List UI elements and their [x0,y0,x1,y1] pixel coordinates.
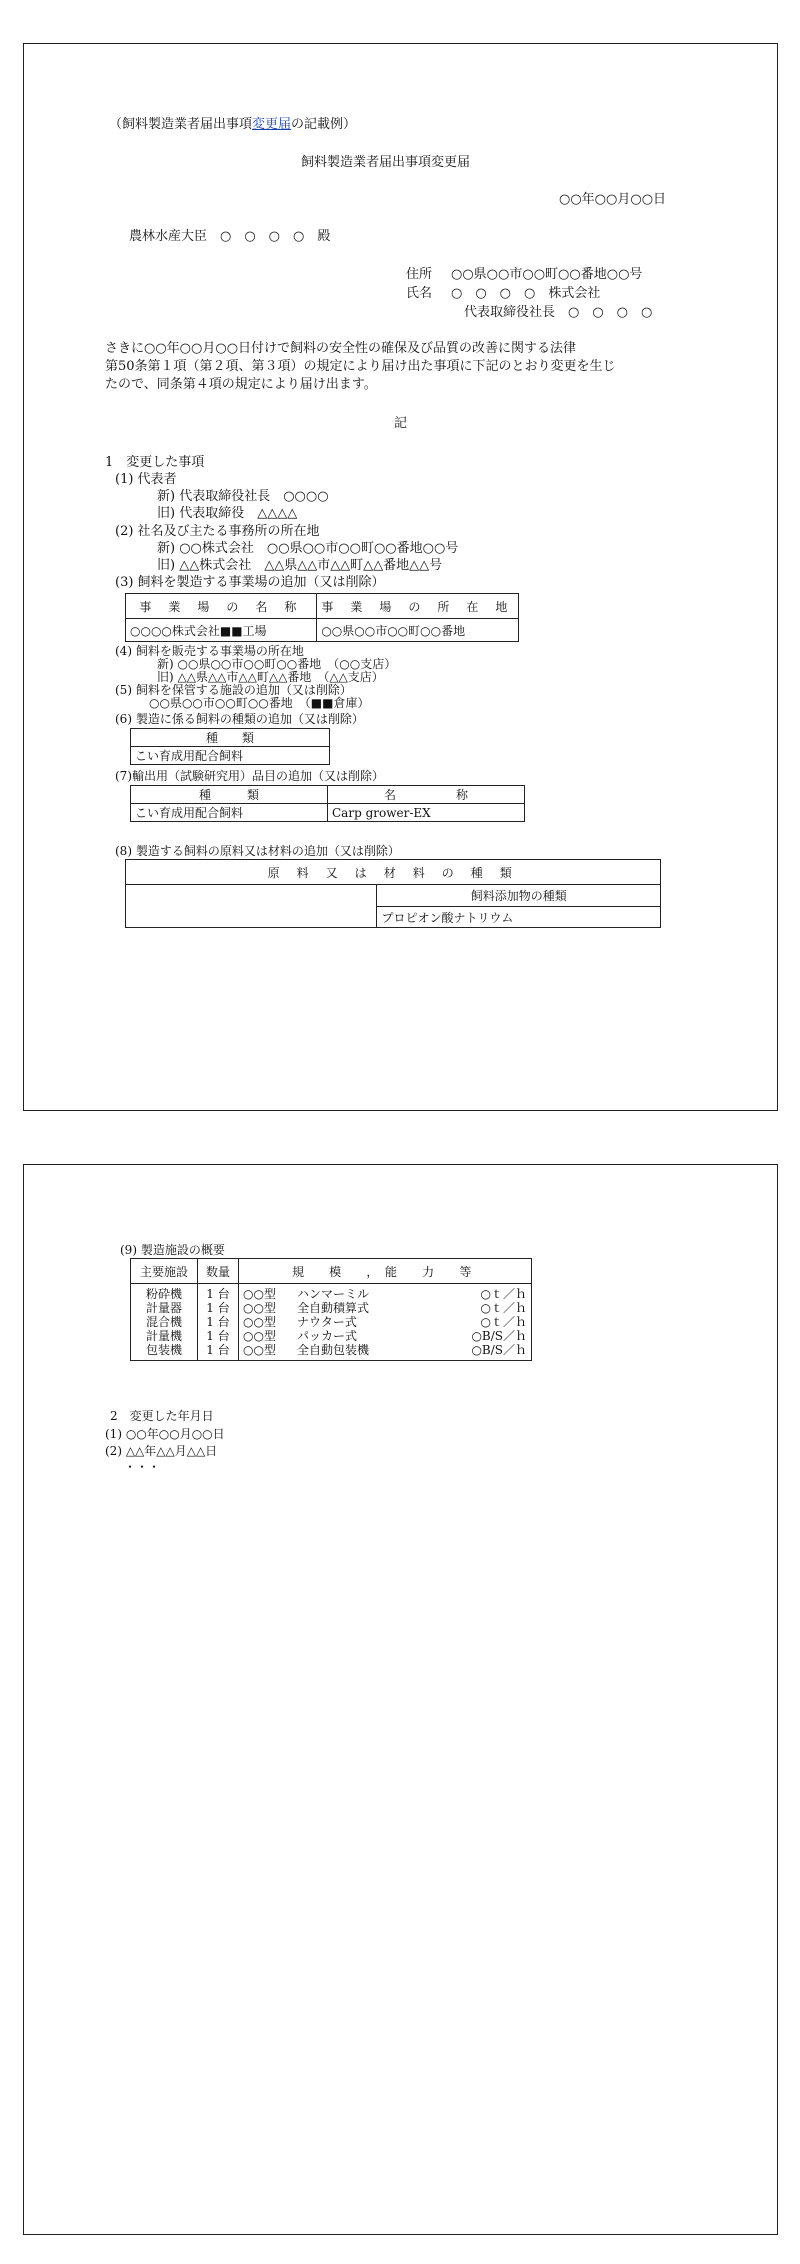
item-9-title: (9) 製造施設の概要 [120,1243,225,1257]
ellipsis: ・・・ [124,1460,161,1474]
table-header-cell: 数量 [198,1259,239,1284]
item-3-table [125,593,519,642]
table-row [131,804,525,822]
document-title: 飼料製造業者届出事項変更届 [301,155,471,170]
table-header-cell: 事 業 場 の 名 称 [126,594,317,619]
item-7-table [130,785,525,822]
table-row [131,1284,532,1361]
item-1-old: 旧) 代表取締役 △△△△ [157,506,298,521]
item-2-old: 旧) △△株式会社 △△県△△市△△町△△番地△△号 [157,558,443,573]
table-cell: プロピオン酸ナトリウム [377,907,661,928]
item-8-table [125,859,661,928]
address-label: 住所 [406,267,433,282]
table-subheader-row [126,885,661,907]
table-header-row [131,1259,532,1284]
table-cell: こい育成用配合飼料 [131,747,330,765]
ki-heading: 記 [394,416,408,431]
table-cell: Carp grower-EX [328,804,525,822]
table-header-row [126,594,519,619]
name-value: ○ ○ ○ ○ 株式会社 [451,286,601,301]
item-7-title: (7)輸出用（試験研究用）品目の追加（又は削除） [115,769,384,783]
body-line-2: 第50条第１項（第２項、第３項）の規定により届け出た事項に下記のとおり変更を生じ [105,359,616,374]
document-page-1 [23,43,778,1111]
address-value: ○○県○○市○○町○○番地○○号 [451,267,643,282]
item-2-new: 新) ○○株式会社 ○○県○○市○○町○○番地○○号 [157,541,459,556]
body-line-1: さきに○○年○○月○○日付けで飼料の安全性の確保及び品質の改善に関する法律 [105,341,577,356]
item-2-title: (2) 社名及び主たる事務所の所在地 [115,524,320,539]
table-cell-capacities: ○ｔ／ｈ ○ｔ／ｈ ○ｔ／ｈ ○B/S／ｈ ○B/S／ｈ [425,1284,531,1361]
submission-date: ○○年○○月○○日 [559,192,667,207]
table-cell-quantities: 1 台 1 台 1 台 1 台 1 台 [198,1284,239,1361]
addressee: 農林水産大臣 ○ ○ ○ ○ 殿 [129,229,331,244]
change-date-2: (2) △△年△△月△△日 [105,1444,218,1458]
table-header-cell: 規 模 ，能 力 等 [239,1259,532,1284]
table-cell-types: ○○型 ○○型 ○○型 ○○型 ○○型 [239,1284,294,1361]
table-cell-descriptions: ハンマーミル 全自動積算式 ナウター式 パッカー式 全自動包装機 [293,1284,425,1361]
item-5-title: (5) 飼料を保管する施設の追加（又は削除） [115,683,352,697]
table-header-cell: 事 業 場 の 所 在 地 [317,594,519,619]
table-row [131,747,330,765]
table-header-cell: 主要施設 [131,1259,198,1284]
table-cell: ○○県○○市○○町○○番地 [317,619,519,642]
table-cell: ○○○○株式会社■■工場 [126,619,317,642]
item-4-old: 旧) △△県△△市△△町△△番地 （△△支店） [157,670,384,684]
section-1-title: 1 変更した事項 [105,455,205,470]
table-empty-cell [126,885,377,928]
change-date-1: (1) ○○年○○月○○日 [105,1427,225,1441]
table-header-cell: 原 料 又 は 材 料 の 種 類 [126,860,661,885]
item-6-title: (6) 製造に係る飼料の種類の追加（又は削除） [115,712,364,726]
item-4-title: (4) 飼料を販売する事業場の所在地 [115,644,304,658]
item-5-line: ○○県○○市○○町○○番地 （■■倉庫） [149,696,370,710]
name-label: 氏名 [406,286,433,301]
table-header-cell: 種 類 [131,786,328,804]
table-cell-facility-names: 粉砕機 計量器 混合機 計量機 包装機 [131,1284,198,1361]
item-8-title: (8) 製造する飼料の原料又は材料の追加（又は削除） [115,844,400,858]
table-row [126,619,519,642]
item-6-table [130,728,330,765]
example-caption: （飼料製造業者届出事項変更届の記載例） [109,117,357,132]
representative: 代表取締役社長 ○ ○ ○ ○ [464,305,653,320]
table-header-cell: 種 類 [131,729,330,747]
table-header-row [131,786,525,804]
item-1-new: 新) 代表取締役社長 ○○○○ [157,489,329,504]
item-9-table [130,1258,532,1361]
table-subheader-cell: 飼料添加物の種類 [377,885,661,907]
section-2-title: 2 変更した年月日 [110,1409,214,1423]
item-1-title: (1) 代表者 [115,472,177,487]
document-page-2 [23,1164,778,2235]
item-4-new: 新) ○○県○○市○○町○○番地 （○○支店） [157,657,397,671]
body-line-3: たので、同条第４項の規定により届け出ます。 [105,377,377,392]
table-header-row [126,860,661,885]
henkoutodoke-link[interactable]: 変更届 [252,117,292,132]
table-cell: こい育成用配合飼料 [131,804,328,822]
table-header-row [131,729,330,747]
item-3-title: (3) 飼料を製造する事業場の追加（又は削除） [115,575,385,590]
table-header-cell: 名 称 [328,786,525,804]
